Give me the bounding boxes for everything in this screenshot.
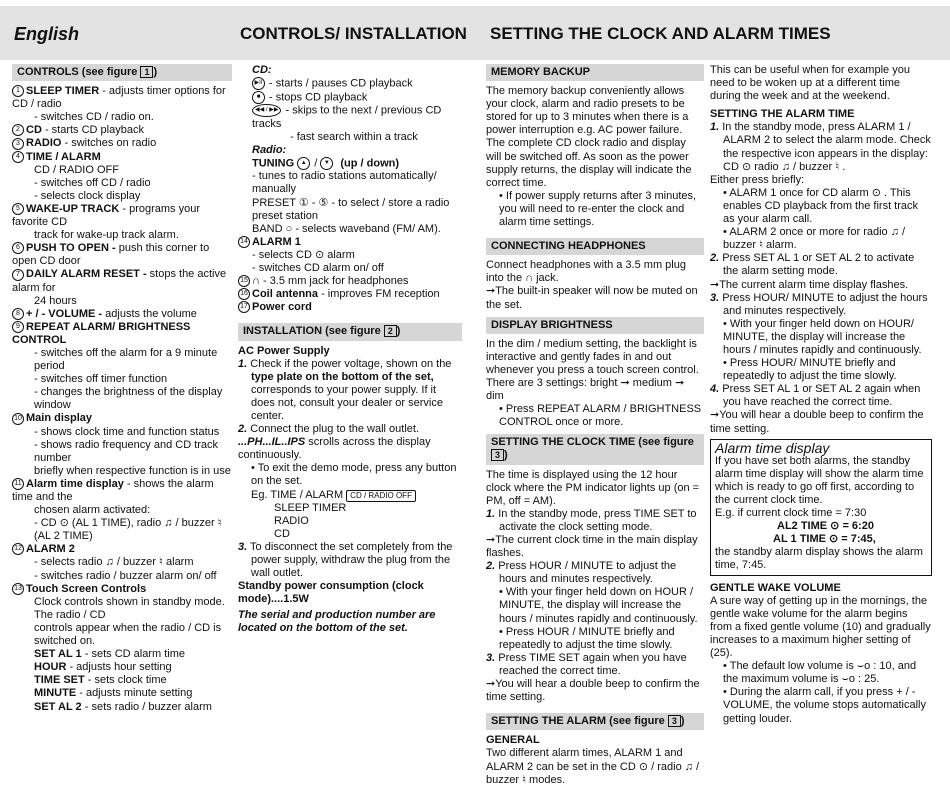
cd-button-icon: ◀◀ / ▶▶ xyxy=(252,104,281,117)
alarm-column: This can be useful when for example you need to be woken up at a different time during the week and at the weekend. SETTING THE ALARM TIME 1. In the standby mode, press ALARM 1 / ALARM 2 to select the alarm mode. Check the respective icon appears in the display: CD ⊙ radio ♫ / buzzer ♮ . Either press briefly: • ALARM 1 once for CD alarm ⊙ . This enables CD playback from the first track as your alarm call. • ALARM 2 once or more for radio ♫ / buzzer ♮ alarm. 2. Press SET AL 1 or SET AL 2 to activate the alarm setting mode. ➞The current alarm time display flashes. 3. Press HOUR/ MINUTE to adjust the hours and minutes respectively. • With your finger held down on HOUR/ MINUTE, the display will increase the hours / minutes rapidly and continuously. • Press HOUR/ MINUTE briefly and repeatedly to adjust the time slowly. 4. Press SET AL 1 or SET AL 2 again when you have reached the correct time. ➞You will hear a double beep to confirm the time setting. Alarm time display If you have set both alarms, the standby alarm time display will show the alarm time which is ready to go off first, according to the current clock time. E.g. if current clock time = 7:30 AL2 TIME ⊙ = 6:20 AL 1 TIME ⊙ = 7:45, the standby alarm display shows the alarm time, 7:45. GENTLE WAKE VOLUME A sure way of getting up in the mornings, the gentle wake volume for the alarm begins from a fixed gentle volume (10) and gradually increases to a maximum higher setting of (25). • The default low volume is ⌣o : 10, and the maximum volume is ⌣o : 25. • During the alarm call, if you press + / - VOLUME, the volume stops automatically getting louder. xyxy=(710,64,931,725)
cd-heading: CD: xyxy=(252,64,272,76)
control-item: - switches CD / radio on. xyxy=(34,111,154,124)
controls-install-column: CD: ▶II - starts / pauses CD playback ■ - stops CD playback ◀◀ / ▶▶ - skips to the next / previous CD tracks - fast search within a track Radio: TUNING ▲ / ▼ (up / down) - tunes to radio stations automatically/ manually PRESET ① - ⑤ - to select / store a radio preset station BAND ○ - selects waveband (FM/ AM). 14 ALARM 1 - selects CD ⊙ alarm - switches CD alarm on/ off 15 ∩ - 3.5 mm jack for headphones 16 Coil antenna - improves FM reception 17 Power cord INSTALLATION (see figure 2 ) AC Power Supply 1. Check if the power voltage, shown on the type plate on the bottom of the set, corresponds to your power supply. If it does not, consult your dealer or service center. 2. Connect the plug to the wall outlet. ...PH...IL..IPS scrolls across the display continuously. • To exit the demo mode, press any button on the set. Eg. TIME / ALARM CD / RADIO OFF SLEEP TIMER RADIO CD 3. To disconnect the set completely from the power supply, withdraw the plug from the wall outlet. Standby power consumption (clock mode)....1.5W The serial and production number are located on the bottom of the set. xyxy=(238,64,462,636)
control-item: 3 RADIO - switches on radio xyxy=(12,137,232,150)
control-item: TIME SET - sets clock time xyxy=(34,674,167,687)
control-item: 6 PUSH TO OPEN - push this corner to open CD door xyxy=(12,242,210,268)
control-item: - shows clock time and function status xyxy=(34,425,220,438)
controls-column xyxy=(12,64,232,714)
tuning-down-icon: ▼ xyxy=(320,157,333,170)
controls-list xyxy=(12,85,232,714)
control-item: - shows radio frequency and CD track number xyxy=(34,438,219,464)
control-item: 10 Main display xyxy=(12,412,232,425)
control-item: 5 WAKE-UP TRACK - programs your favorite CD xyxy=(12,202,200,229)
radio-heading: Radio: xyxy=(252,143,287,156)
step-1: 1. Check if the power voltage, shown on the type plate on the bottom of the set, corresponds to your power supply. If it does not, consult your dealer or service center. xyxy=(238,357,452,422)
control-item: - CD ⊙ (AL 1 TIME), radio ♫ / buzzer ♮ xyxy=(34,517,222,530)
page-header xyxy=(0,6,950,60)
control-item: 2 CD - starts CD playback xyxy=(12,124,232,137)
control-item: track for wake-up track alarm. xyxy=(34,229,179,242)
control-item: Clock controls shown in standby mode. The radio / CD xyxy=(34,595,225,621)
cd-button-icon: ■ xyxy=(252,91,265,104)
control-item: 8 + / - VOLUME - adjusts the volume xyxy=(12,308,232,321)
control-item: (AL 2 TIME) xyxy=(34,530,93,543)
control-item: - switches off CD / radio xyxy=(34,176,151,189)
control-item: 13 Touch Screen Controls xyxy=(12,583,232,596)
controls-section-bar: CONTROLS (see figure 1 ) xyxy=(12,64,232,81)
control-item: 1 SLEEP TIMER - adjusts timer options for CD / radio xyxy=(12,85,226,111)
cd-control-line: ■ - stops CD playback xyxy=(238,91,462,105)
control-item: - changes the brightness of the display window xyxy=(34,386,223,412)
cd-control-line: - fast search within a track xyxy=(290,130,418,143)
step-3: 3. To disconnect the set completely from the power supply, withdraw the plug from the wall outlet. xyxy=(238,540,453,580)
cd-button-icon: ▶II xyxy=(252,77,265,90)
control-item: - selects clock display xyxy=(34,189,141,202)
control-item: briefly when respective function is in use xyxy=(34,464,231,477)
control-item: 7 DAILY ALARM RESET - stops the active alarm for xyxy=(12,268,227,294)
cd-controls xyxy=(238,77,462,144)
control-item: 12 ALARM 2 xyxy=(12,543,232,556)
tuning-up-icon: ▲ xyxy=(297,157,310,170)
alarm-time-display-box: Alarm time display If you have set both alarms, the standby alarm time display will show the alarm time which is ready to go off first, according to the current clock time. E.g. if current clock time = 7:30 AL2 TIME ⊙ = 6:20 AL 1 TIME ⊙ = 7:45, the standby alarm display shows the alarm time, 7:45. xyxy=(710,439,932,576)
control-item: SET AL 2 - sets radio / buzzer alarm xyxy=(34,700,212,713)
headphone-icon: ∩ xyxy=(252,275,260,288)
control-item: CD / RADIO OFF xyxy=(34,163,119,176)
control-item: controls appear when the radio / CD is switched on. xyxy=(34,621,222,648)
installation-section-bar: INSTALLATION (see figure 2 ) xyxy=(238,323,462,340)
control-item: - selects radio ♫ / buzzer ♮ alarm xyxy=(34,556,194,569)
control-item: - switches off timer function xyxy=(34,373,168,386)
control-item: - switches radio / buzzer alarm on/ off xyxy=(34,569,217,582)
control-item: SET AL 1 - sets CD alarm time xyxy=(34,648,185,661)
control-item: HOUR - adjusts hour setting xyxy=(34,661,172,674)
language-title: English xyxy=(14,24,80,44)
step-2: 2. Connect the plug to the wall outlet. xyxy=(238,423,420,436)
tuning-line: TUNING ▲ / ▼ (up / down) xyxy=(252,157,400,170)
clock-title: SETTING THE CLOCK AND ALARM TIMES xyxy=(490,24,831,43)
cd-control-line: ◀◀ / ▶▶ - skips to the next / previous CD tracks xyxy=(252,104,442,130)
clock-column: MEMORY BACKUP The memory backup conveniently allows your clock, alarm and radio presets to be stored for up to 3 minutes when there is a power interruption e.g. AC power failure. The complete CD clock radio and display will be switched off. As soon as the power supply returns, the display will indicate the correct time. • If power supply returns after 3 minutes, you will need to re-enter the clock and alarm time settings. CONNECTING HEADPHONES Connect headphones with a 3.5 mm plug into the ∩ jack. ➞The built-in speaker will now be muted on the set. DISPLAY BRIGHTNESS In the dim / medium setting, the backlight is interactive and gently fades in and out whenever you press a touch screen control. There are 3 settings: bright ➞ medium ➞ dim • Press REPEAT ALARM / BRIGHTNESS CONTROL once or more. SETTING THE CLOCK TIME (see figure 3 ) The time is displayed using the 12 hour clock where the PM indicator lights up (on = PM, off = AM). 1. In the standby mode, press TIME SET to activate the clock setting mode. ➞The current clock time in the main display flashes. 2. Press HOUR / MINUTE to adjust the hours and minutes respectively. • With your finger held down on HOUR / MINUTE, the display will increase the hours / minutes rapidly and continuously. • Press HOUR / MINUTE briefly and repeatedly to adjust the time slowly. 3. Press TIME SET again when you have reached the correct time. ➞You will hear a double beep to confirm the time setting. SETTING THE ALARM (see figure 3 ) GENERAL Two different alarm times, ALARM 1 and ALARM 2 can be set in the CD ⊙ / radio ♫ / buzzer ♮ modes. xyxy=(486,64,704,787)
control-item: 4 TIME / ALARM xyxy=(12,151,232,164)
control-item: MINUTE - adjusts minute setting xyxy=(34,687,193,700)
controls-title: CONTROLS/ INSTALLATION xyxy=(240,24,467,43)
control-item: 9 REPEAT ALARM/ BRIGHTNESS CONTROL xyxy=(12,320,191,346)
control-item: chosen alarm activated: xyxy=(34,504,151,517)
control-item: 11 Alarm time display - shows the alarm time and the xyxy=(12,477,214,503)
control-item: 24 hours xyxy=(34,294,77,307)
cd-control-line: ▶II - starts / pauses CD playback xyxy=(238,77,462,91)
control-item: - switches off the alarm for a 9 minute period xyxy=(34,346,218,373)
